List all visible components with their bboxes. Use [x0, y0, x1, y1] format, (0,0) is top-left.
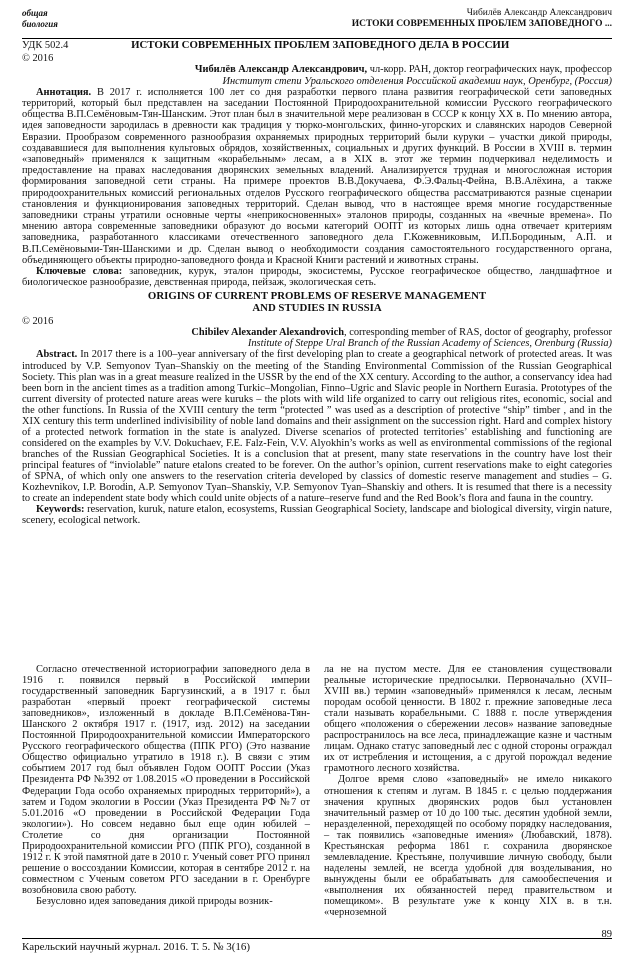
affiliation-ru: Институт степи Уральского отделения Российской академии наук, Оренбург, (Россия): [222, 75, 612, 87]
footer-rule: [22, 938, 612, 939]
keywords-text-en: reservation, kuruk, nature etalon, ecosystems, Russian Geographical Society, landscape and biological diversity, virgin nature, scenery, ecological network.: [22, 504, 612, 527]
left-column: [22, 664, 310, 918]
english-abstract-block: [22, 349, 612, 526]
author-line-en: [22, 327, 612, 338]
body-paragraph: ла не на пустом месте. Для ее становления существовали реальные исторические предпосылки. Первоначально (XVII–XVIII вв.) термин «заповедный» применялся к лесам, лесным породам особой ценности. В 1802 г. прежние заповедные леса стали называть корабельными. С 1888 г. после утверждения общего «положения о сбережении лесов» название заповедные распространилось на все леса, принадлежащие казне и частным лицам. Однако статус заповедный лес с одной стороны ограждал их от истребления и истощения, а с другой порождал ведение грамотного лесного хозяйства.: [324, 664, 612, 775]
running-title: ИСТОКИ СОВРЕМЕННЫХ ПРОБЛЕМ ЗАПОВЕДНОГО ...: [351, 19, 612, 29]
author-name-ru: Чибилёв Александр Александрович,: [194, 64, 368, 76]
title-row: [22, 40, 612, 51]
copyright-ru: © 2016: [22, 53, 54, 65]
keywords-ru: [22, 266, 612, 288]
abstract-en: [22, 349, 612, 504]
body-text-columns: [22, 664, 612, 918]
right-column: [324, 664, 612, 918]
body-paragraph: Согласно отечественной историографии заповедного дела в 1916 г. появился первый в Российской империи государственный заповедник Баргузинский, а в 1917 г. был разработан «первый проект географической системы заповедников», изложенный в докладе В.П.Семёнова-Тян-Шанского 2 октября 1917 г. (1917, изд. 2012) на заседании Постоянной Природоохранительной комиссии Императорского Русского географического общества (ППК РГО) (Это название Общество официально утратило в 1918 г.). В связи с этим событием 2017 год был объявлен Годом ООПТ России (Указ Президента РФ №392 от 1.08.2015 «О проведении в Российской Федерации Года особо охраняемых природных территорий»), а затем и Годом экологии в России (Указ Президента РФ №7 от 5.01.2016 «О проведении в Российской Федерации Года экологии»). Но совсем недавно был еще один юбилей – Столетие со дня организации Постоянной Природоохранительной комиссии РГО (ППК РГО), созданной в 1912 г. К этой памятной дате в 2010 г. Ученый совет РГО принял решение о воссоздании Комиссии, которая в сентябре 2012 г. на совместном с Ученым советом РГО заседании в г. Оренбурге возобновила свою работу.: [22, 664, 310, 896]
journal-section-label: [22, 8, 58, 30]
keywords-label-en: Keywords:: [36, 504, 85, 516]
abstract-text-en: In 2017 there is a 100–year anniversary of the first developing plan to create a geographical network of protected areas. It was introduced by V.P. Semyonov Tyan–Shanskiy on the meeting of the Standing Environmental Commission of the Russian Geographical Society. This plan was in a great measure realized in the USSR by the end of the XX century. According to the author, a conservancy idea had been born in the ancient times as a tradition among Turkic–Mongolian, Finno–Ugric and Slavic people in Northern Eurasia. Prototypes of the current diversity of protected nature areas were kuruks – the plots with wild life organized to carry out religious rites, economic, social and the other functions. In Russia of the XVIII century the term “protected ” was used as a description of protective “ship” timber , and in the XIX century this term underlined indivisibility of noble land domains and their assignment on the succession right. Hard and complex history of a protected network formation in the state is analyzed. Diverse scenarios of protected territories’ establishing and functioning are considered on the examples by V.V. Dokuchaev, F.E. Falz-Fein, V.V. Alyokhin’s works as well as environmental commissions of the regional branches of the Russian Geographical Societies. It is a conclusion that at present, many state reservations in the country have lost their principal features of “inviolable” nature etalons created to be forever. On the author’s opinion, current reservations make to eight categories of SPNA, of which only one answers to the reservation criteria developed by classics of domestic reserve management and studies – G. Kozhevnikov, I.P. Borodin, A.P. Semyonov Tyan–Shanskiy, V.P. Semyonov Tyan–Shanskiy and others. It is resumed that there is a necessity to create an independent state body which could unite objects of a nature–reserve fund and the Red Book’s flora and fauna in the country.: [22, 349, 612, 505]
body-paragraph: Безусловно идея заповедания дикой природы возник-: [36, 895, 273, 907]
udk-code: УДК 502.4: [22, 40, 69, 51]
affiliation-en: Institute of Steppe Ural Branch of the Russian Academy of Sciences, Orenburg (Russia): [247, 338, 612, 350]
author-line-ru: [22, 64, 612, 75]
author-credentials-ru: чл-корр. РАН, доктор географических наук, профессор: [367, 64, 612, 76]
copyright-en: © 2016: [22, 315, 54, 327]
article-front-matter: [22, 40, 612, 526]
keywords-label-ru: Ключевые слова:: [36, 266, 123, 278]
keywords-en: [22, 504, 612, 526]
abstract-label-en: Abstract.: [36, 349, 78, 361]
section-line-1: общая: [22, 8, 48, 18]
article-title-ru: ИСТОКИ СОВРЕМЕННЫХ ПРОБЛЕМ ЗАПОВЕДНОГО ДЕЛА В РОССИИ: [131, 39, 510, 51]
article-title-en: [22, 291, 612, 313]
running-head-right: [352, 8, 612, 30]
running-header: [22, 8, 612, 40]
author-name-en: Chibilev Alexander Alexandrovich: [191, 327, 345, 339]
keywords-text-ru: заповедник, курук, эталон природы, экосистемы, Русское географическое общество, ландшафтное и биологическое разнообразие, девственная природа, пейзаж, экологическая сеть.: [22, 266, 612, 289]
abstract-label-ru: Аннотация.: [36, 86, 92, 98]
abstract-ru: [22, 87, 612, 266]
section-line-2: биология: [22, 19, 58, 29]
title-en-line-1: ORIGINS OF CURRENT PROBLEMS OF RESERVE MANAGEMENT: [147, 290, 487, 303]
abstract-text-ru: В 2017 г. исполняется 100 лет со дня разработки первого плана развития географической сети заповедных территорий, который был представлен на заседании Постоянной Природоохранительной комиссии Русского географического общества В.П.Семёновым-Тян-Шанским. Этот план был в значительной мере реализован в СССР к концу XX в. По мнению автора, идея заповедности зародилась в древности как традиция у тюрко-монгольских, финно-угорских и славянских народов Северной Евразии. Прообразом современного разнообразия охраняемых природных территорий были куруки – участки дикой природы, создававшиеся для выполнения культовых обрядов, хозяйственных, социальных и других функций. В России в XVIII в. термин «заповедный» применялся к защитным «корабельным» лесам, а в XIX в. этот же термин подчеркивал неделимость и предоставление на правах наследования дворянских земельных владений. Анализируется трудная и многосложная история формирования заповедной сети страны. На примере проектов В.В.Докучаева, Ф.Э.Фальц-Фейна, В.В.Алёхина, а также природоохранительных комиссий региональных отделов Русского географического общества рассматриваются разные сценарии становления и функционирования заповедных территорий. Сделан вывод, что в настоящее время многие государственные заповедники страны утратили основные черты «неприкосновенных» эталонов природы, созданных на «вечные времена». По мнению автора современные заповедники образуют до восьми категорий ООПТ из которых лишь одна отвечает критериям заповедника, разработанного классиками отечественного заповедного дела Г.Кожевниковым, И.П.Бородиным, А.П. и В.П.Семёновыми-Тян-Шанскими и др. Сделан вывод о необходимости создания самостоятельного государственного органа, объединяющего объекты природно-заповедного фонда и Красной Книги растений и животных страны.: [22, 86, 612, 266]
title-en-line-2: AND STUDIES IN RUSSIA: [252, 301, 382, 314]
journal-citation: Карельский научный журнал. 2016. Т. 5. № 3(16): [22, 941, 251, 953]
page-number: 89: [601, 929, 612, 940]
running-author: Чибилёв Александр Александрович: [466, 8, 612, 18]
page-footer: [22, 929, 612, 953]
body-paragraph: Долгое время слово «заповедный» не имело никакого отношения к степям и лугам. В 1845 г. с целью поддержания значения крупных дворянских родов был установлен значительный размер от 10 до 100 тыс. десятин удобной земли, неразделенной, переходящей по особому порядку наследования, – так появились «заповедные имения» (Любавский, 1878). Крестьянская реформа 1861 г. сохранила дворянское землевладение. Крестьяне, получившие личную свободу, были наделены землей, не всегда удобной для возделывания, но вынуждены были ее обрабатывать для самообеспечения и «выполнения их обязанностей перед правительством и помещиком». В результате уже к концу XIX в. в т.н. «черноземной: [324, 774, 612, 919]
author-credentials-en: , corresponding member of RAS, doctor of geography, professor: [344, 327, 612, 339]
